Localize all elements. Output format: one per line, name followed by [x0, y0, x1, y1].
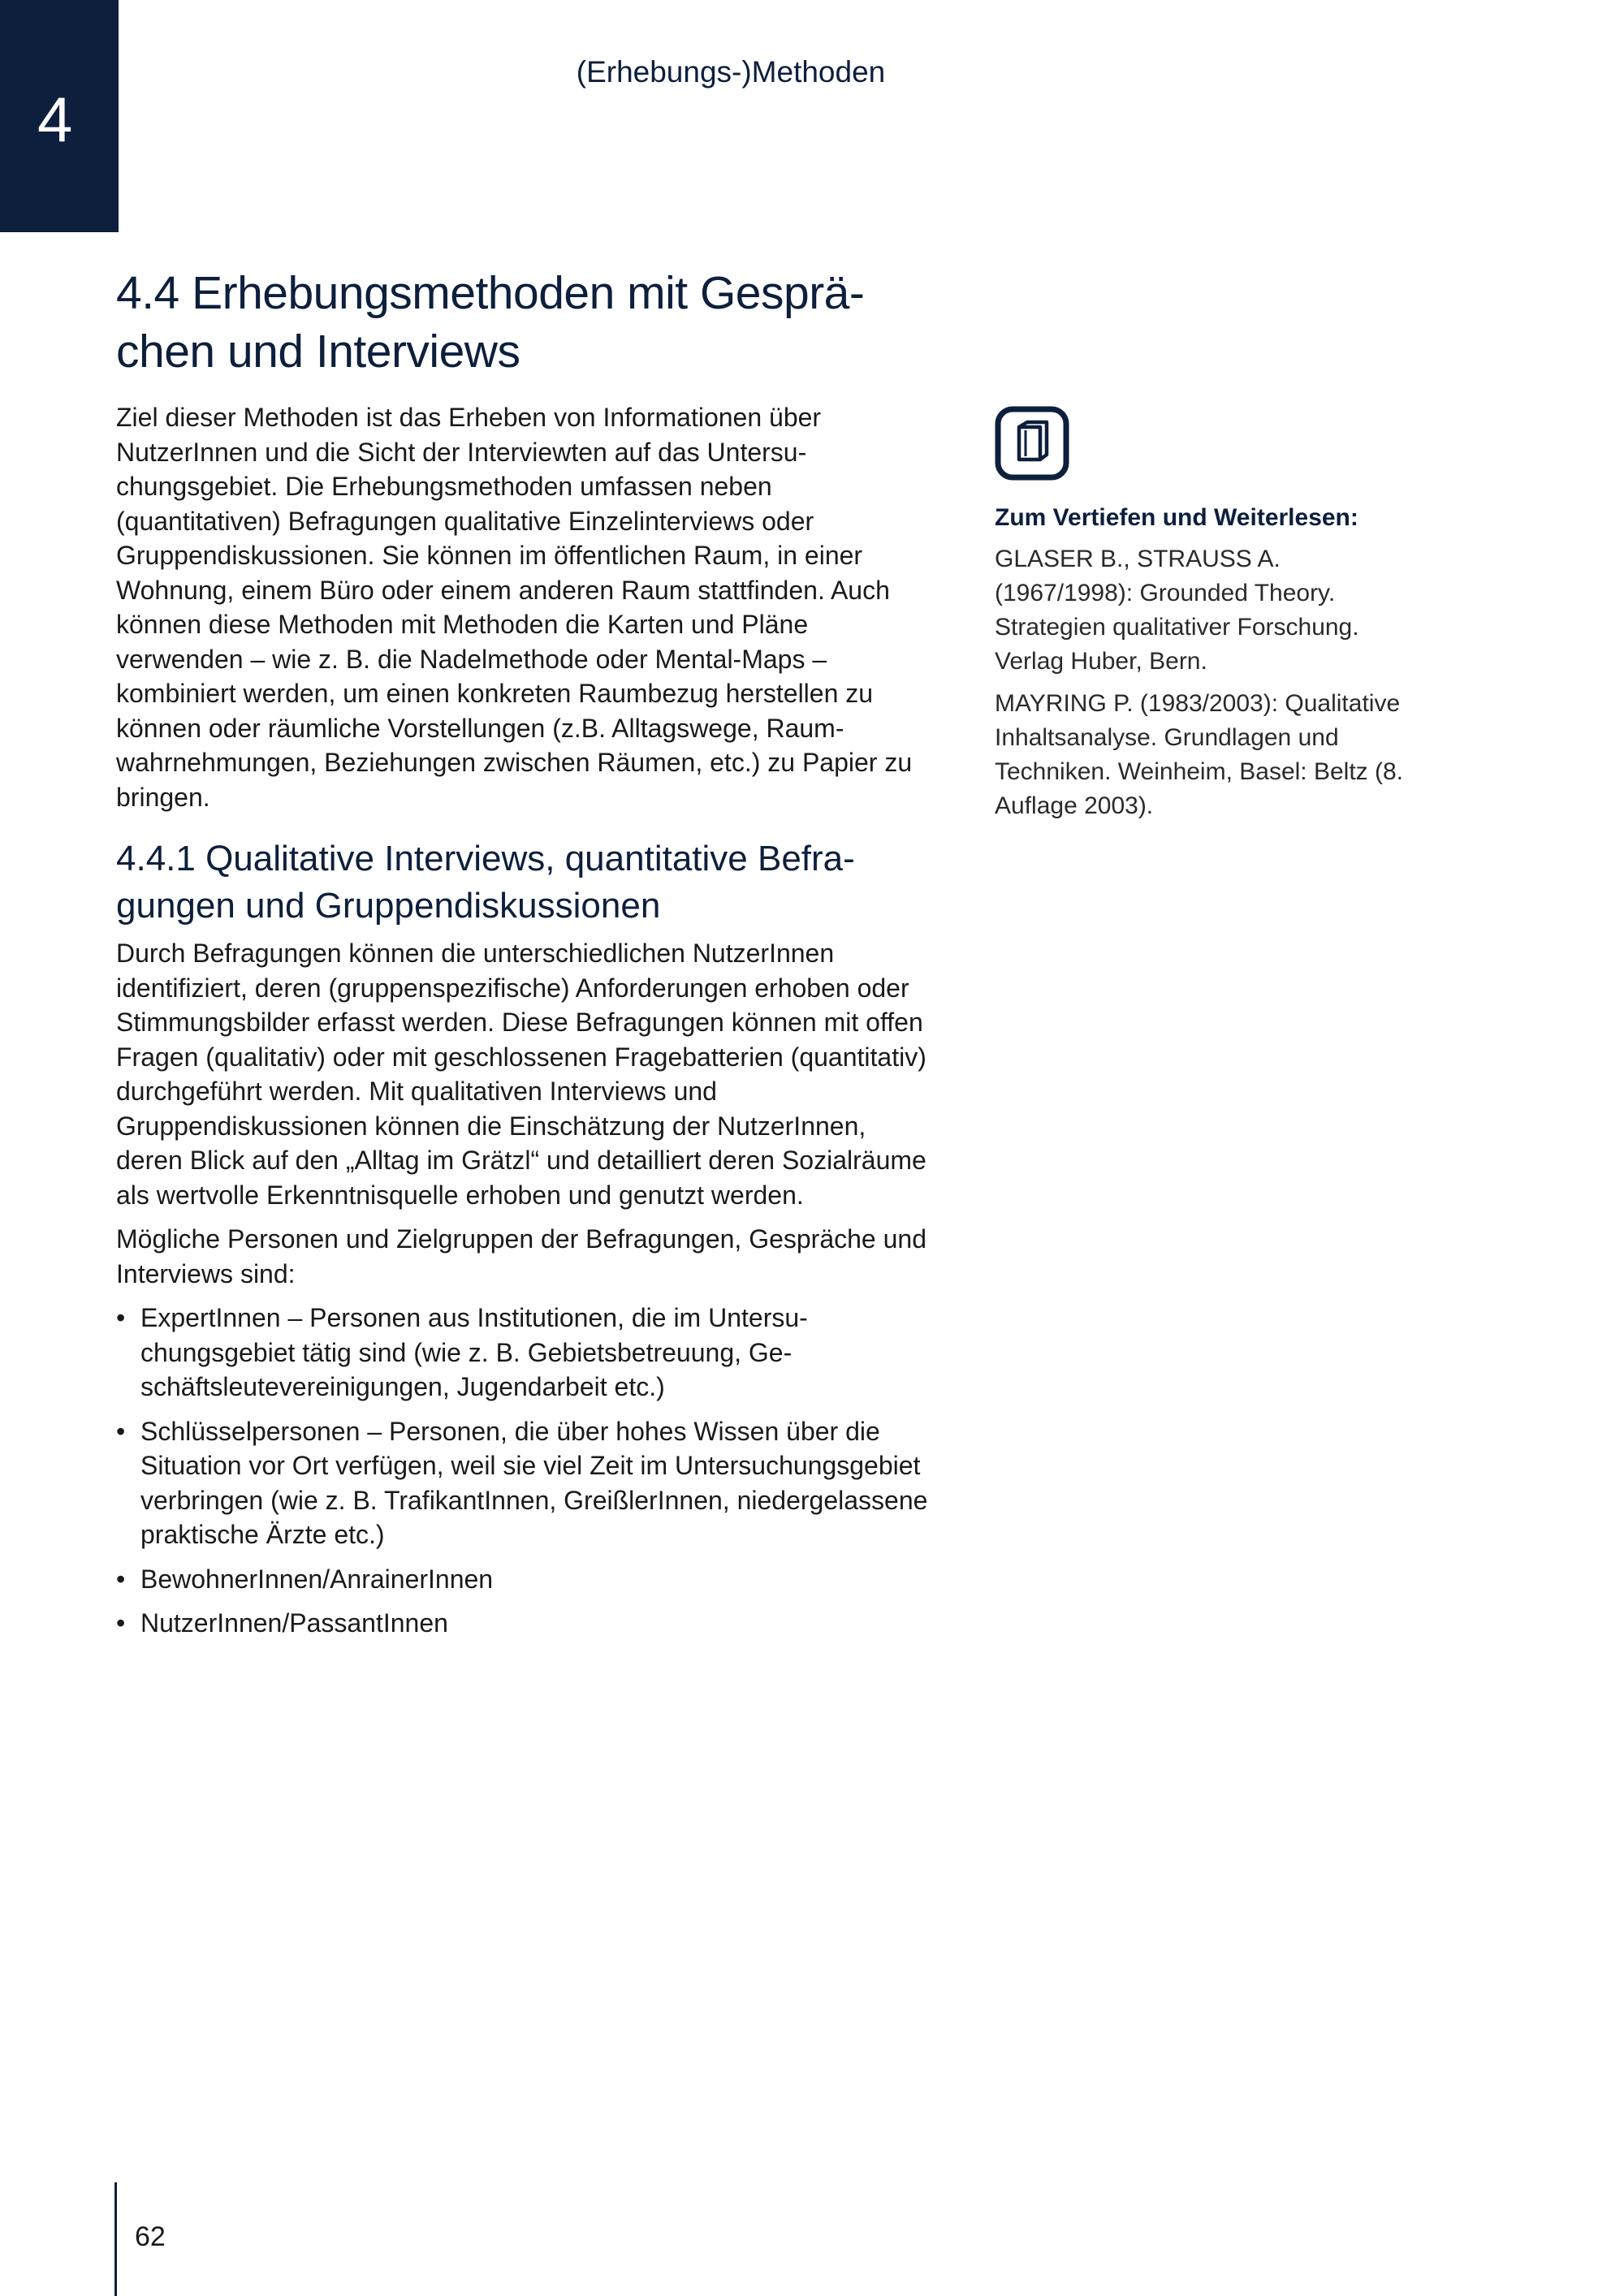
book-icon — [995, 406, 1069, 481]
page-number: 62 — [135, 2221, 166, 2252]
list-item: • Schlüsselpersonen – Personen, die über hohes Wissen über die Situation vor Ort verfügen, weil sie viel Zeit im Untersuchungsgebiet verbringen (wie z. B. TrafikantInnen, GreißlerInnen, niedergelassene praktische Ärzte etc.) — [116, 1414, 935, 1552]
chapter-number: 4 — [37, 84, 73, 155]
target-group-list — [116, 1301, 935, 1641]
chapter-tab — [0, 0, 119, 232]
further-reading-sidebar — [995, 406, 1417, 831]
running-header: (Erhebungs-)Methoden — [576, 55, 886, 88]
reference-item: GLASER B., STRAUSS A. (1967/1998): Grounded Theory. Strategien qualitativer Forschung. Verlag Huber, Bern. — [995, 546, 1359, 675]
sidebar-heading: Zum Vertiefen und Weiterlesen: — [995, 504, 1358, 531]
list-item: • BewohnerInnen/AnrainerInnen — [116, 1562, 935, 1597]
intro-paragraph: Ziel dieser Methoden ist das Erheben von Informationen über NutzerInnen und die Sicht der Interviewten auf das Untersuchungsgebiet. Die Erhebungsmethoden umfassen neben (quantitativen) Befragungen qualitative Einzelinterviews oder Gruppendiskussionen. Sie können im öffentlichen Raum, in einer Wohnung, einem Büro oder einem anderen Raum stattfinden. Auch können diese Methoden mit Methoden die Karten und Pläne verwenden – wie z. B. die Nadelmethode oder Mental-Maps – kombiniert werden, um einen konkreten Raumbezug herstellen zu können oder räumliche Vorstellungen (z.B. Alltagswege, Raumwahrnehmungen, Beziehungen zwischen Räumen, etc.) zu Papier zu bringen. — [116, 403, 913, 812]
list-item: • ExpertInnen – Personen aus Institutionen, die im Untersuchungsgebiet tätig sind (wie z. B. Gebietsbetreuung, Geschäftsleutevereinigungen, Jugendarbeit etc.) — [116, 1301, 935, 1405]
subsection-title: 4.4.1 Qualitative Interviews, quantitative Befragungen und Gruppendiskussionen — [116, 839, 855, 926]
list-item: • NutzerInnen/PassantInnen — [116, 1606, 935, 1641]
body-paragraph-2: Mögliche Personen und Zielgruppen der Befragungen, Gespräche und Interviews sind: — [116, 1224, 926, 1288]
reference-item: MAYRING P. (1983/2003): Qualitative Inhaltsanalyse. Grundlagen und Techniken. Weinheim, Basel: Beltz (8. Auflage 2003). — [995, 690, 1404, 819]
body-paragraph-1: Durch Befragungen können die unterschiedlichen NutzerInnen identifiziert, deren (gruppenspezifische) Anforderungen erhoben oder Stimmungsbilder erfasst werden. Diese Befragungen können mit offen Fragen (qualitativ) oder mit geschlossenen Fragebatterien (quantitativ) durchgeführt werden. Mit qualitativen Interviews und Gruppendiskussionen können die Einschätzung der NutzerInnen, deren Blick auf den „Alltag im Grätzl“ und detailliert deren Sozialräume als wertvolle Erkenntnisquelle erhoben und genutzt werden. — [116, 939, 926, 1210]
section-title: 4.4 Erhebungsmethoden mit Gesprächen und Interviews — [116, 267, 865, 378]
main-content — [116, 264, 935, 1651]
footer-rule — [114, 2182, 117, 2296]
